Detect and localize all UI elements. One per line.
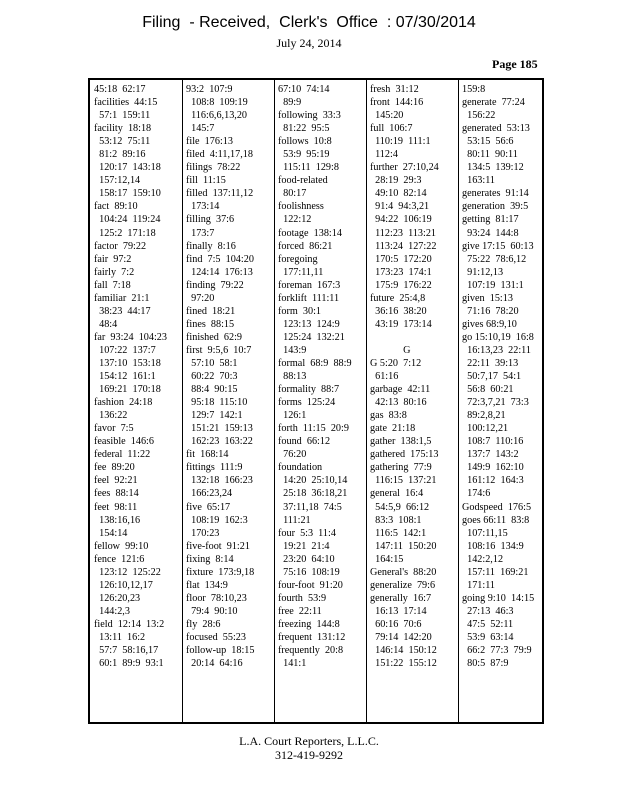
index-entry: field 12:14 13:2	[94, 618, 165, 630]
index-entry: 57:10 58:1	[186, 357, 238, 369]
index-entry: finished 62:9	[186, 331, 243, 343]
index-entry: 22:11 39:13	[462, 357, 519, 369]
index-entry: 88:4 90:15	[186, 384, 238, 396]
transcript-date: July 24, 2014	[276, 36, 342, 50]
index-entry: 145:7	[186, 123, 215, 135]
index-entry: finally 8:16	[186, 240, 236, 252]
index-entry: gas 83:8	[370, 410, 407, 422]
index-entry: generally 16:7	[370, 592, 432, 604]
index-entry: 157:12,14	[94, 175, 141, 187]
index-entry: 49:10 82:14	[370, 188, 427, 200]
index-entry: 112:4	[370, 149, 398, 161]
index-entry: 147:11 150:20	[370, 540, 437, 552]
index-entry: 143:9	[278, 344, 307, 356]
index-entry: forced 86:21	[278, 240, 333, 252]
index-entry: 42:13 80:16	[370, 397, 427, 409]
index-entry: four 5:3 11:4	[278, 527, 336, 539]
index-entry: generated 53:13	[462, 123, 530, 135]
index-entry: G 5:20 7:12	[370, 357, 422, 369]
index-entry: formality 88:7	[278, 384, 340, 396]
index-entry: 173:7	[186, 227, 215, 239]
index-entry: 45:18 62:17	[94, 84, 146, 95]
index-entry: gate 21:18	[370, 423, 416, 435]
index-entry: familiar 21:1	[94, 292, 150, 304]
index-entry: 110:19 111:1	[370, 136, 431, 148]
index-entry: four-foot 91:20	[278, 579, 343, 591]
index-entry: generate 77:24	[462, 97, 525, 109]
index-entry: 89:2,8,21	[462, 410, 506, 422]
index-entry: 111:21	[278, 514, 311, 526]
index-entry: fixing 8:14	[186, 553, 234, 565]
index-entry: 91:12,13	[462, 266, 504, 278]
index-entry: feel 92:21	[94, 475, 138, 487]
index-entry: 137:7 143:2	[462, 449, 519, 461]
index-entry: 162:23 163:22	[186, 436, 253, 448]
index-entry: fairly 7:2	[94, 266, 135, 278]
index-entry: 149:9 162:10	[462, 462, 524, 474]
index-entry: 154:14	[94, 527, 128, 539]
index-entry: factor 79:22	[94, 240, 147, 252]
index-entry: foregoing	[278, 253, 318, 265]
index-entry: 72:3,7,21 73:3	[462, 397, 529, 409]
index-entry: future 25:4,8	[370, 292, 426, 304]
index-entry: fourth 53:9	[278, 592, 327, 604]
index-entry: forklift 111:11	[278, 292, 340, 304]
index-entry: favor 7:5	[94, 423, 134, 435]
index-entry: 166:23,24	[186, 488, 233, 500]
index-entry: G	[370, 344, 411, 356]
index-entry: 53:12 75:11	[94, 136, 151, 148]
index-entry: full 106:7	[370, 123, 413, 135]
index-entry: 125:24 132:21	[278, 331, 345, 343]
index-entry: 53:15 56:6	[462, 136, 514, 148]
index-entry: 164:15	[370, 553, 404, 565]
index-entry: federal 11:22	[94, 449, 151, 461]
column-divider	[366, 80, 367, 722]
index-entry: far 93:24 104:23	[94, 331, 167, 343]
index-entry: getting 81:17	[462, 214, 519, 226]
index-entry: first 9:5,6 10:7	[186, 344, 252, 356]
index-entry: fined 18:21	[186, 305, 236, 317]
index-entry: 113:24 127:22	[370, 240, 437, 252]
index-entry: fill 11:15	[186, 175, 226, 187]
index-entry: foreman 167:3	[278, 279, 341, 291]
index-entry: five 65:17	[186, 501, 231, 513]
filing-stamp: Filing - Received, Clerk's Office : 07/30/2014	[142, 14, 476, 31]
index-entry: 37:11,18 74:5	[278, 501, 342, 513]
index-entry: 170:5 172:20	[370, 253, 432, 265]
index-entry: 134:5 139:12	[462, 162, 524, 174]
index-entry: 120:17 143:18	[94, 162, 161, 174]
index-entry: 115:11 129:8	[278, 162, 339, 174]
index-table	[88, 78, 544, 724]
index-entry: 159:8	[462, 84, 486, 95]
index-entry: fresh 31:12	[370, 84, 419, 95]
index-entry: feasible 146:6	[94, 436, 154, 448]
index-entry: 88:13	[278, 371, 307, 383]
index-entry: 126:1	[278, 410, 307, 422]
index-entry: form 30:1	[278, 305, 322, 317]
index-entry: 60:22 70:3	[186, 371, 238, 383]
index-entry: 16:13,23 22:11	[462, 344, 531, 356]
index-entry: 60:1 89:9 93:1	[94, 658, 164, 670]
index-entry: filled 137:11,12	[186, 188, 254, 200]
index-entry: 146:14 150:12	[370, 645, 437, 657]
index-entry: 136:22	[94, 410, 128, 422]
index-entry: 175:9 176:22	[370, 279, 432, 291]
index-entry: 141:1	[278, 658, 307, 670]
index-entry: 28:19 29:3	[370, 175, 422, 187]
index-entry: fit 168:14	[186, 449, 229, 461]
index-entry: 108:8 109:19	[186, 97, 248, 109]
index-entry: 71:16 78:20	[462, 305, 519, 317]
index-entry: goes 66:11 83:8	[462, 514, 530, 526]
column-divider	[274, 80, 275, 722]
index-entry: 57:1 159:11	[94, 110, 151, 122]
index-entry: fly 28:6	[186, 618, 221, 630]
index-entry: 142:2,12	[462, 553, 504, 565]
index-entry: 116:5 142:1	[370, 527, 427, 539]
index-entry: 100:12,21	[462, 423, 509, 435]
index-entry: 61:16	[370, 371, 399, 383]
index-entry: 171:11	[462, 579, 496, 591]
index-entry: 138:16,16	[94, 514, 141, 526]
index-entry: 76:20	[278, 449, 307, 461]
index-entry: general 16:4	[370, 488, 424, 500]
index-entry: fence 121:6	[94, 553, 145, 565]
column-divider	[458, 80, 459, 722]
index-entry: 157:11 169:21	[462, 566, 529, 578]
index-entry: 81:22 95:5	[278, 123, 330, 135]
index-entry: 169:21 170:18	[94, 384, 161, 396]
index-entry: further 27:10,24	[370, 162, 439, 174]
index-entry: fines 88:15	[186, 318, 235, 330]
index-entry: following 33:3	[278, 110, 341, 122]
index-entry: 48:4	[94, 318, 118, 330]
index-entry: gathering 77:9	[370, 462, 432, 474]
index-entry: 93:24 144:8	[462, 227, 519, 239]
index-entry: 97:20	[186, 292, 215, 304]
index-entry: given 15:13	[462, 292, 513, 304]
index-entry: 67:10 74:14	[278, 84, 330, 95]
index-entry: generalize 79:6	[370, 579, 436, 591]
index-entry: 14:20 25:10,14	[278, 475, 348, 487]
index-entry: facilities 44:15	[94, 97, 158, 109]
index-entry: 79:4 90:10	[186, 605, 238, 617]
index-entry: forth 11:15 20:9	[278, 423, 349, 435]
index-entry: 94:22 106:19	[370, 214, 432, 226]
index-entry: fellow 99:10	[94, 540, 149, 552]
index-entry: 129:7 142:1	[186, 410, 243, 422]
index-entry: find 7:5 104:20	[186, 253, 254, 265]
index-entry: 93:2 107:9	[186, 84, 233, 95]
index-column-1	[94, 83, 180, 719]
index-entry: gathered 175:13	[370, 449, 439, 461]
page-number: Page 185	[492, 57, 538, 71]
index-entry: General's 88:20	[370, 566, 437, 578]
index-entry: fair 97:2	[94, 253, 132, 265]
index-entry: found 66:12	[278, 436, 331, 448]
index-entry: 144:2,3	[94, 605, 130, 617]
index-entry: fact 89:10	[94, 201, 138, 213]
index-entry: garbage 42:11	[370, 384, 431, 396]
index-entry: 66:2 77:3 79:9	[462, 645, 532, 657]
index-entry: 107:19 131:1	[462, 279, 524, 291]
index-entry: front 144:16	[370, 97, 424, 109]
index-entry: gives 68:9,10	[462, 318, 517, 330]
index-entry: floor 78:10,23	[186, 592, 247, 604]
index-entry: free 22:11	[278, 605, 322, 617]
index-entry: 145:20	[370, 110, 404, 122]
index-entry: 173:14	[186, 201, 220, 213]
index-entry: facility 18:18	[94, 123, 152, 135]
index-entry: Godspeed 176:5	[462, 501, 532, 513]
index-entry: finding 79:22	[186, 279, 244, 291]
index-entry: 60:16 70:6	[370, 618, 422, 630]
index-entry: 158:17 159:10	[94, 188, 161, 200]
index-entry: 20:14 64:16	[186, 658, 243, 670]
index-entry: 23:20 64:10	[278, 553, 335, 565]
index-entry: foundation	[278, 462, 323, 474]
reporter-company: L.A. Court Reporters, L.L.C.	[239, 734, 379, 748]
index-entry: follow-up 18:15	[186, 645, 255, 657]
index-entry: fashion 24:18	[94, 397, 153, 409]
index-entry: 108:16 134:9	[462, 540, 524, 552]
index-entry: 25:18 36:18,21	[278, 488, 348, 500]
index-entry: fixture 173:9,18	[186, 566, 255, 578]
index-entry: 122:12	[278, 214, 312, 226]
index-entry: 89:9	[278, 97, 302, 109]
index-entry: 108:19 162:3	[186, 514, 248, 526]
index-entry: 38:23 44:17	[94, 305, 151, 317]
index-entry: 75:22 78:6,12	[462, 253, 527, 265]
index-entry: 53:9 63:14	[462, 631, 514, 643]
index-entry: 173:23 174:1	[370, 266, 432, 278]
index-entry: 56:8 60:21	[462, 384, 514, 396]
index-entry	[370, 331, 456, 344]
index-entry: 36:16 38:20	[370, 305, 427, 317]
index-entry: 27:13 46:3	[462, 605, 514, 617]
index-column-2	[186, 83, 272, 719]
index-column-5	[462, 83, 544, 719]
index-entry: 124:14 176:13	[186, 266, 253, 278]
index-entry: 126:20,23	[94, 592, 141, 604]
index-entry: file 176:13	[186, 136, 233, 148]
index-entry: food-related	[278, 175, 328, 187]
index-entry: focused 55:23	[186, 631, 246, 643]
index-entry: feet 98:11	[94, 501, 138, 513]
index-entry: follows 10:8	[278, 136, 332, 148]
index-entry: 50:7,17 54:1	[462, 371, 522, 383]
index-entry: generates 91:14	[462, 188, 529, 200]
index-entry: 107:11,15	[462, 527, 508, 539]
index-entry: 177:11,11	[278, 266, 324, 278]
index-column-3	[278, 83, 364, 719]
index-entry: 116:15 137:21	[370, 475, 437, 487]
index-entry: 112:23 113:21	[370, 227, 437, 239]
index-entry: give 17:15 60:13	[462, 240, 534, 252]
index-entry: 104:24 119:24	[94, 214, 161, 226]
index-entry: 156:22	[462, 110, 496, 122]
index-entry: 95:18 115:10	[186, 397, 248, 409]
index-entry: 132:18 166:23	[186, 475, 253, 487]
index-entry: going 9:10 14:15	[462, 592, 535, 604]
index-entry: filed 4:11,17,18	[186, 149, 253, 161]
index-entry: 47:5 52:11	[462, 618, 514, 630]
index-entry: 80:11 90:11	[462, 149, 518, 161]
index-entry: 16:13 17:14	[370, 605, 427, 617]
index-entry: fee 89:20	[94, 462, 135, 474]
index-entry: generation 39:5	[462, 201, 529, 213]
index-entry: freezing 144:8	[278, 618, 340, 630]
index-entry: foolishness	[278, 201, 324, 213]
index-entry: 57:7 58:16,17	[94, 645, 159, 657]
index-entry: gather 138:1,5	[370, 436, 432, 448]
index-entry: frequently 20:8	[278, 645, 344, 657]
index-entry: 43:19 173:14	[370, 318, 432, 330]
index-entry: 123:13 124:9	[278, 318, 340, 330]
index-entry: 81:2 89:16	[94, 149, 146, 161]
index-entry: 123:12 125:22	[94, 566, 161, 578]
index-entry: 151:21 159:13	[186, 423, 253, 435]
index-entry: 80:17	[278, 188, 307, 200]
index-entry: fees 88:14	[94, 488, 139, 500]
index-column-4	[370, 83, 456, 719]
index-entry: 116:6,6,13,20	[186, 110, 248, 122]
index-entry: 107:22 137:7	[94, 344, 156, 356]
index-entry: 163:11	[462, 175, 496, 187]
index-entry: 108:7 110:16	[462, 436, 524, 448]
index-entry: five-foot 91:21	[186, 540, 250, 552]
index-entry: frequent 131:12	[278, 631, 346, 643]
index-entry: fittings 111:9	[186, 462, 243, 474]
index-entry: 19:21 21:4	[278, 540, 330, 552]
index-entry: filings 78:22	[186, 162, 241, 174]
index-entry: 91:4 94:3,21	[370, 201, 430, 213]
index-entry: 170:23	[186, 527, 220, 539]
index-entry: 154:12 161:1	[94, 371, 156, 383]
index-entry: 53:9 95:19	[278, 149, 330, 161]
index-entry: filling 37:6	[186, 214, 235, 226]
index-entry: 161:12 164:3	[462, 475, 524, 487]
index-entry: 54:5,9 66:12	[370, 501, 430, 513]
index-entry: 75:16 108:19	[278, 566, 340, 578]
index-entry: 151:22 155:12	[370, 658, 437, 670]
index-entry: 174:6	[462, 488, 491, 500]
index-entry: 83:3 108:1	[370, 514, 422, 526]
index-entry: 80:5 87:9	[462, 658, 509, 670]
index-entry: 79:14 142:20	[370, 631, 432, 643]
index-entry: 125:2 171:18	[94, 227, 156, 239]
index-entry: 13:11 16:2	[94, 631, 146, 643]
index-entry: fall 7:18	[94, 279, 131, 291]
index-entry: formal 68:9 88:9	[278, 357, 352, 369]
index-entry: go 15:10,19 16:8	[462, 331, 534, 343]
index-entry: flat 134:9	[186, 579, 228, 591]
index-entry: 137:10 153:18	[94, 357, 161, 369]
column-divider	[182, 80, 183, 722]
index-entry: footage 138:14	[278, 227, 342, 239]
index-entry: forms 125:24	[278, 397, 336, 409]
index-entry: 126:10,12,17	[94, 579, 153, 591]
reporter-phone: 312-419-9292	[275, 748, 343, 762]
